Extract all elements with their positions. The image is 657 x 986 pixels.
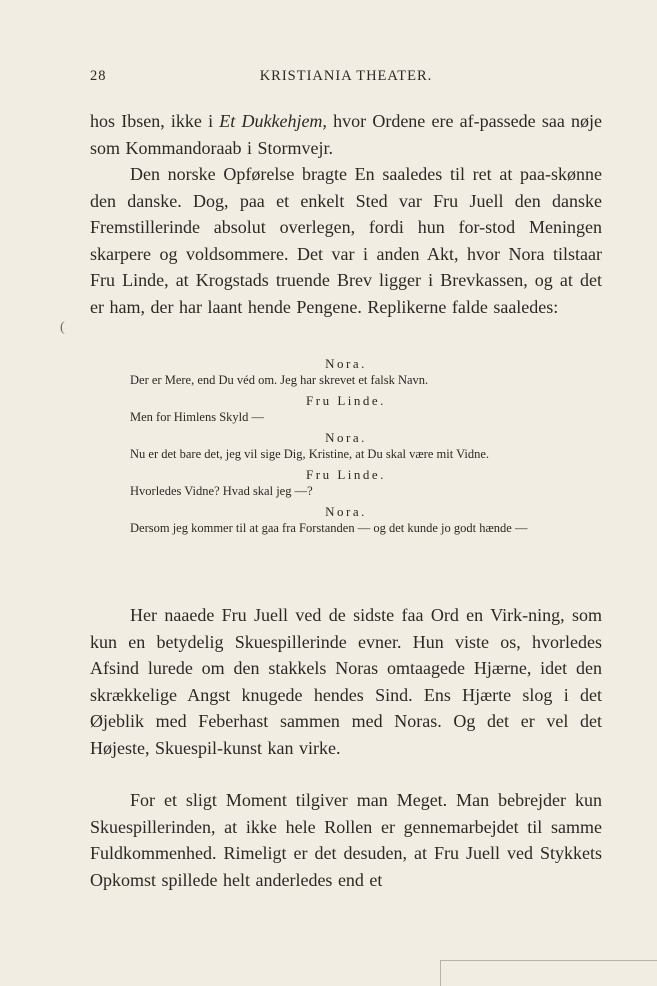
dialogue-line: Men for Himlens Skyld — [130,410,265,424]
paragraph-1-before: hos Ibsen, ikke i [90,111,220,131]
paragraph-1 [90,108,602,161]
dialogue-line: Dersom jeg kommer til at gaa fra Forstanden — og det kunde jo godt hænde — [130,521,528,535]
dialogue-line: Hvorledes Vidne? Hvad skal jeg —? [130,484,313,498]
dialogue-speaker: Nora. [325,356,367,371]
dialogue-line: Der er Mere, end Du véd om. Jeg har skrevet et falsk Navn. [130,373,429,387]
scan-edge-line [440,960,657,961]
dialogue-speaker: Nora. [325,504,367,519]
scan-edge-line [440,960,441,986]
paragraph-4: For et sligt Moment tilgiver man Meget. Man bebrejder kun Skuespillerinden, at ikke hele Rollen er gennemarbejdet til samme Fuldkommenhed. Rimeligt er det desuden, at Fru Juell ved Stykkets Opkomst spillede helt anderledes end et [90,790,602,890]
running-head: KRISTIANIA THEATER. [259,68,433,84]
page-number: 28 [90,68,107,84]
dialogue-speaker: Fru Linde. [306,467,386,482]
dialogue-line: Nu er det bare det, jeg vil sige Dig, Kristine, at Du skal være mit Vidne. [130,447,490,461]
paragraph-1-after: hvor Ordene ere af-passede saa nøje som Kommandoraab i Stormvejr. [90,111,602,158]
dialogue-block [90,352,602,537]
margin-mark: ( [60,320,65,335]
dialogue-speaker: Fru Linde. [306,393,386,408]
page-header [90,68,602,88]
paragraph-3: Her naaede Fru Juell ved de sidste faa Ord en Virk-ning, som kun en betydelig Skuespillerinde evner. Hun viste os, hvorledes Afsind lurede om den stakkels Noras omtaagede Hjærne, idet den skrækkelige Angst knugede hendes Sind. Ens Hjærte slog i det Øjeblik med Feberhast sammen med Noras. Og det er vel det Højeste, Skuespil-kunst kan virke. [90,605,602,758]
play-title: Et Dukkehjem, [219,111,327,131]
dialogue-speaker: Nora. [325,430,367,445]
paragraph-2: Den norske Opførelse bragte En saaledes til ret at paa-skønne den danske. Dog, paa et enkelt Sted var Fru Juell den danske Fremstillerinde absolut overlegen, fordi hun for-stod Meningen skarpere og voldsommere. Det var i anden Akt, hvor Nora tilstaar Fru Linde, at Krogstads truende Brev ligger i Brevkassen, og at det er ham, der har laant hende Pengene. Replikerne falde saaledes: [90,164,602,317]
